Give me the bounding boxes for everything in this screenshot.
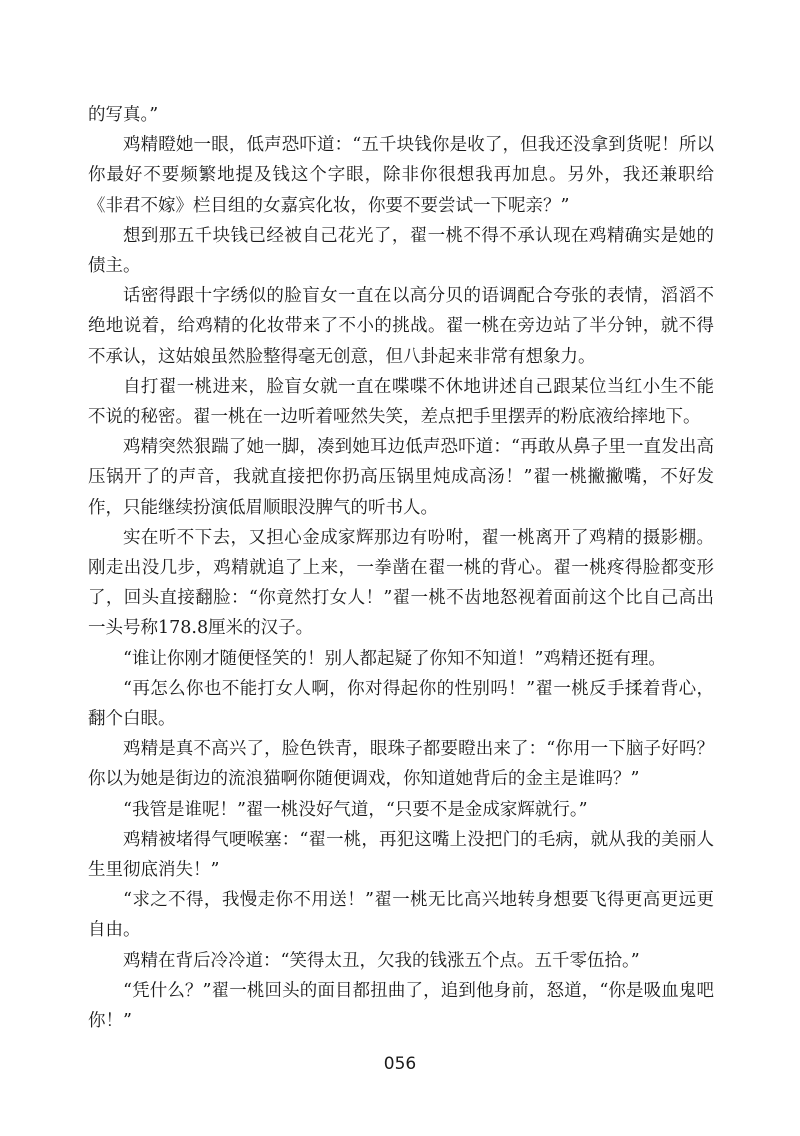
page-number: 056 xyxy=(383,1054,417,1074)
paragraph-1: 的写真。” xyxy=(88,105,159,125)
paragraph-6: 鸡精突然狠踹了她一脚，凑到她耳边低声恐吓道：“再敢从鼻子里一直发出高压锅开了的声音，我就直接把你扔高压锅里炖成高汤！”翟一桃撇撇嘴，不好发作，只能继续扮演低眉顺眼没脾气的听书人。 xyxy=(88,437,714,518)
paragraph-14: 鸡精在背后冷冷道：“笑得太丑，欠我的钱涨五个点。五千零伍拾。” xyxy=(123,950,640,971)
paragraph-12: 鸡精被堵得气哽喉塞：“翟一桃，再犯这嘴上没把门的毛病，就从我的美丽人生里彻底消失！” xyxy=(88,829,714,881)
paragraph-8: “谁让你刚才随便怪笑的！别人都起疑了你知不知道！”鸡精还挺有理。 xyxy=(123,648,666,669)
paragraph-9: “再怎么你也不能打女人啊，你对得起你的性别吗！”翟一桃反手揉着背心，翻个白眼。 xyxy=(88,678,714,730)
paragraph-11: “我管是谁呢！”翟一桃没好气道，“只要不是金成家辉就行。” xyxy=(123,799,588,820)
paragraph-10: 鸡精是真不高兴了，脸色铁青，眼珠子都要瞪出来了：“你用一下脑子好吗？你以为她是街边的流浪猫啊你随便调戏，你知道她背后的金主是谁吗？” xyxy=(88,739,714,790)
paragraph-13: “求之不得，我慢走你不用送！”翟一桃无比高兴地转身想要飞得更高更远更自由。 xyxy=(88,890,714,941)
paragraph-4: 话密得跟十字绣似的脸盲女一直在以高分贝的语调配合夸张的表情，滔滔不绝地说着，给鸡精的化妆带来了不小的挑战。翟一桃在旁边站了半分钟，就不得不承认，这姑娘虽然脸整得毫无创意，但八卦起来非常有想象力。 xyxy=(88,286,714,367)
paragraph-2: 鸡精瞪她一眼，低声恐吓道：“五千块钱你是收了，但我还没拿到货呢！所以你最好不要频繁地提及钱这个字眼，除非你很想我再加息。另外，我还兼职给《非君不嫁》栏目组的女嘉宾化妆，你要不要尝试一下呢亲？” xyxy=(88,135,714,216)
paragraph-7: 实在听不下去，又担心金成家辉那边有吩咐，翟一桃离开了鸡精的摄影棚。刚走出没几步，鸡精就追了上来，一拳凿在翟一桃的背心。翟一桃疼得脸都变形了，回头直接翻脸：“你竟然打女人！”翟一桃不齿地怒视着面前这个比自己高出一头号称178.8厘米的汉子。 xyxy=(88,527,714,639)
paragraph-15: “凭什么？”翟一桃回头的面目都扭曲了，追到他身前，怒道，“你是吸血鬼吧你！” xyxy=(88,980,714,1032)
paragraph-3: 想到那五千块钱已经被自己花光了，翟一桃不得不承认现在鸡精确实是她的债主。 xyxy=(88,225,714,277)
paragraph-5: 自打翟一桃进来，脸盲女就一直在喋喋不休地讲述自己跟某位当红小生不能不说的秘密。翟一桃在一边听着哑然失笑，差点把手里摆弄的粉底液给摔地下。 xyxy=(88,376,714,428)
body-text xyxy=(88,100,714,1036)
